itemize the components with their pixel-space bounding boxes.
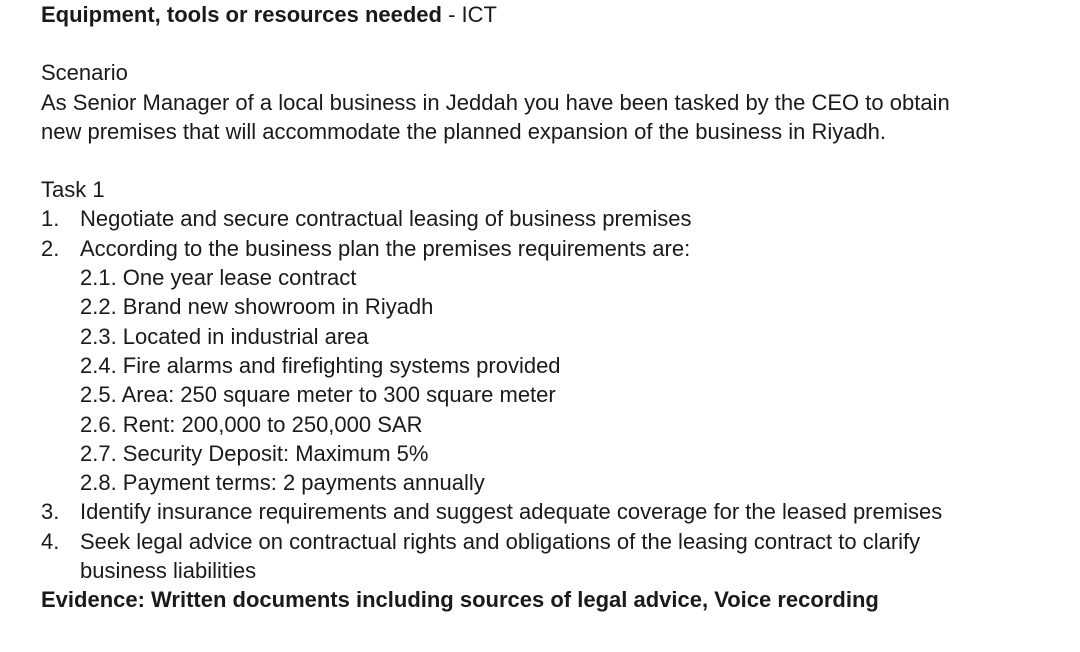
task-heading: Task 1	[41, 177, 105, 203]
sub-item-2-1: 2.1. One year lease contract	[80, 265, 357, 291]
list-number: 4.	[41, 528, 60, 554]
sub-item-2-2: 2.2. Brand new showroom in Riyadh	[80, 294, 434, 320]
list-item-text-continued: business liabilities	[80, 558, 257, 584]
list-number: 2.	[41, 235, 60, 261]
list-item-text: Seek legal advice on contractual rights and obligations of the leasing contract to clarify	[80, 528, 921, 554]
task-item-1	[41, 204, 1061, 233]
list-item-text: Identify insurance requirements and suggest adequate coverage for the leased premises	[80, 499, 943, 525]
resources-separator: -	[441, 2, 462, 27]
task-item-4	[41, 527, 1061, 586]
list-number: 3.	[41, 499, 60, 525]
spacer	[41, 29, 1061, 58]
task-item-3	[41, 497, 1061, 526]
task-item-2	[41, 234, 1061, 263]
sub-item-2-5: 2.5. Area: 250 square meter to 300 square meter	[80, 382, 556, 408]
list-item-text: According to the business plan the premises requirements are:	[80, 235, 691, 261]
spacer	[41, 146, 1061, 175]
sub-item-2-6: 2.6. Rent: 200,000 to 250,000 SAR	[80, 411, 423, 437]
sub-item-2-4: 2.4. Fire alarms and firefighting systems provided	[80, 352, 561, 378]
evidence-line: Evidence: Written documents including sources of legal advice, Voice recording	[41, 587, 879, 613]
list-number: 1.	[41, 206, 60, 232]
scenario-line-2: new premises that will accommodate the planned expansion of the business in Riyadh.	[41, 118, 887, 144]
sub-item-2-8: 2.8. Payment terms: 2 payments annually	[80, 470, 485, 496]
list-item-text: Negotiate and secure contractual leasing of business premises	[80, 206, 692, 232]
document-page	[41, 0, 1061, 615]
resources-line	[41, 0, 1061, 29]
scenario-line-1: As Senior Manager of a local business in Jeddah you have been tasked by the CEO to obtain	[41, 89, 950, 115]
scenario-heading: Scenario	[41, 60, 128, 86]
resources-value: ICT	[461, 2, 497, 27]
resources-label: Equipment, tools or resources needed	[41, 2, 442, 27]
sub-item-2-3: 2.3. Located in industrial area	[80, 323, 369, 349]
sub-item-2-7: 2.7. Security Deposit: Maximum 5%	[80, 440, 429, 466]
